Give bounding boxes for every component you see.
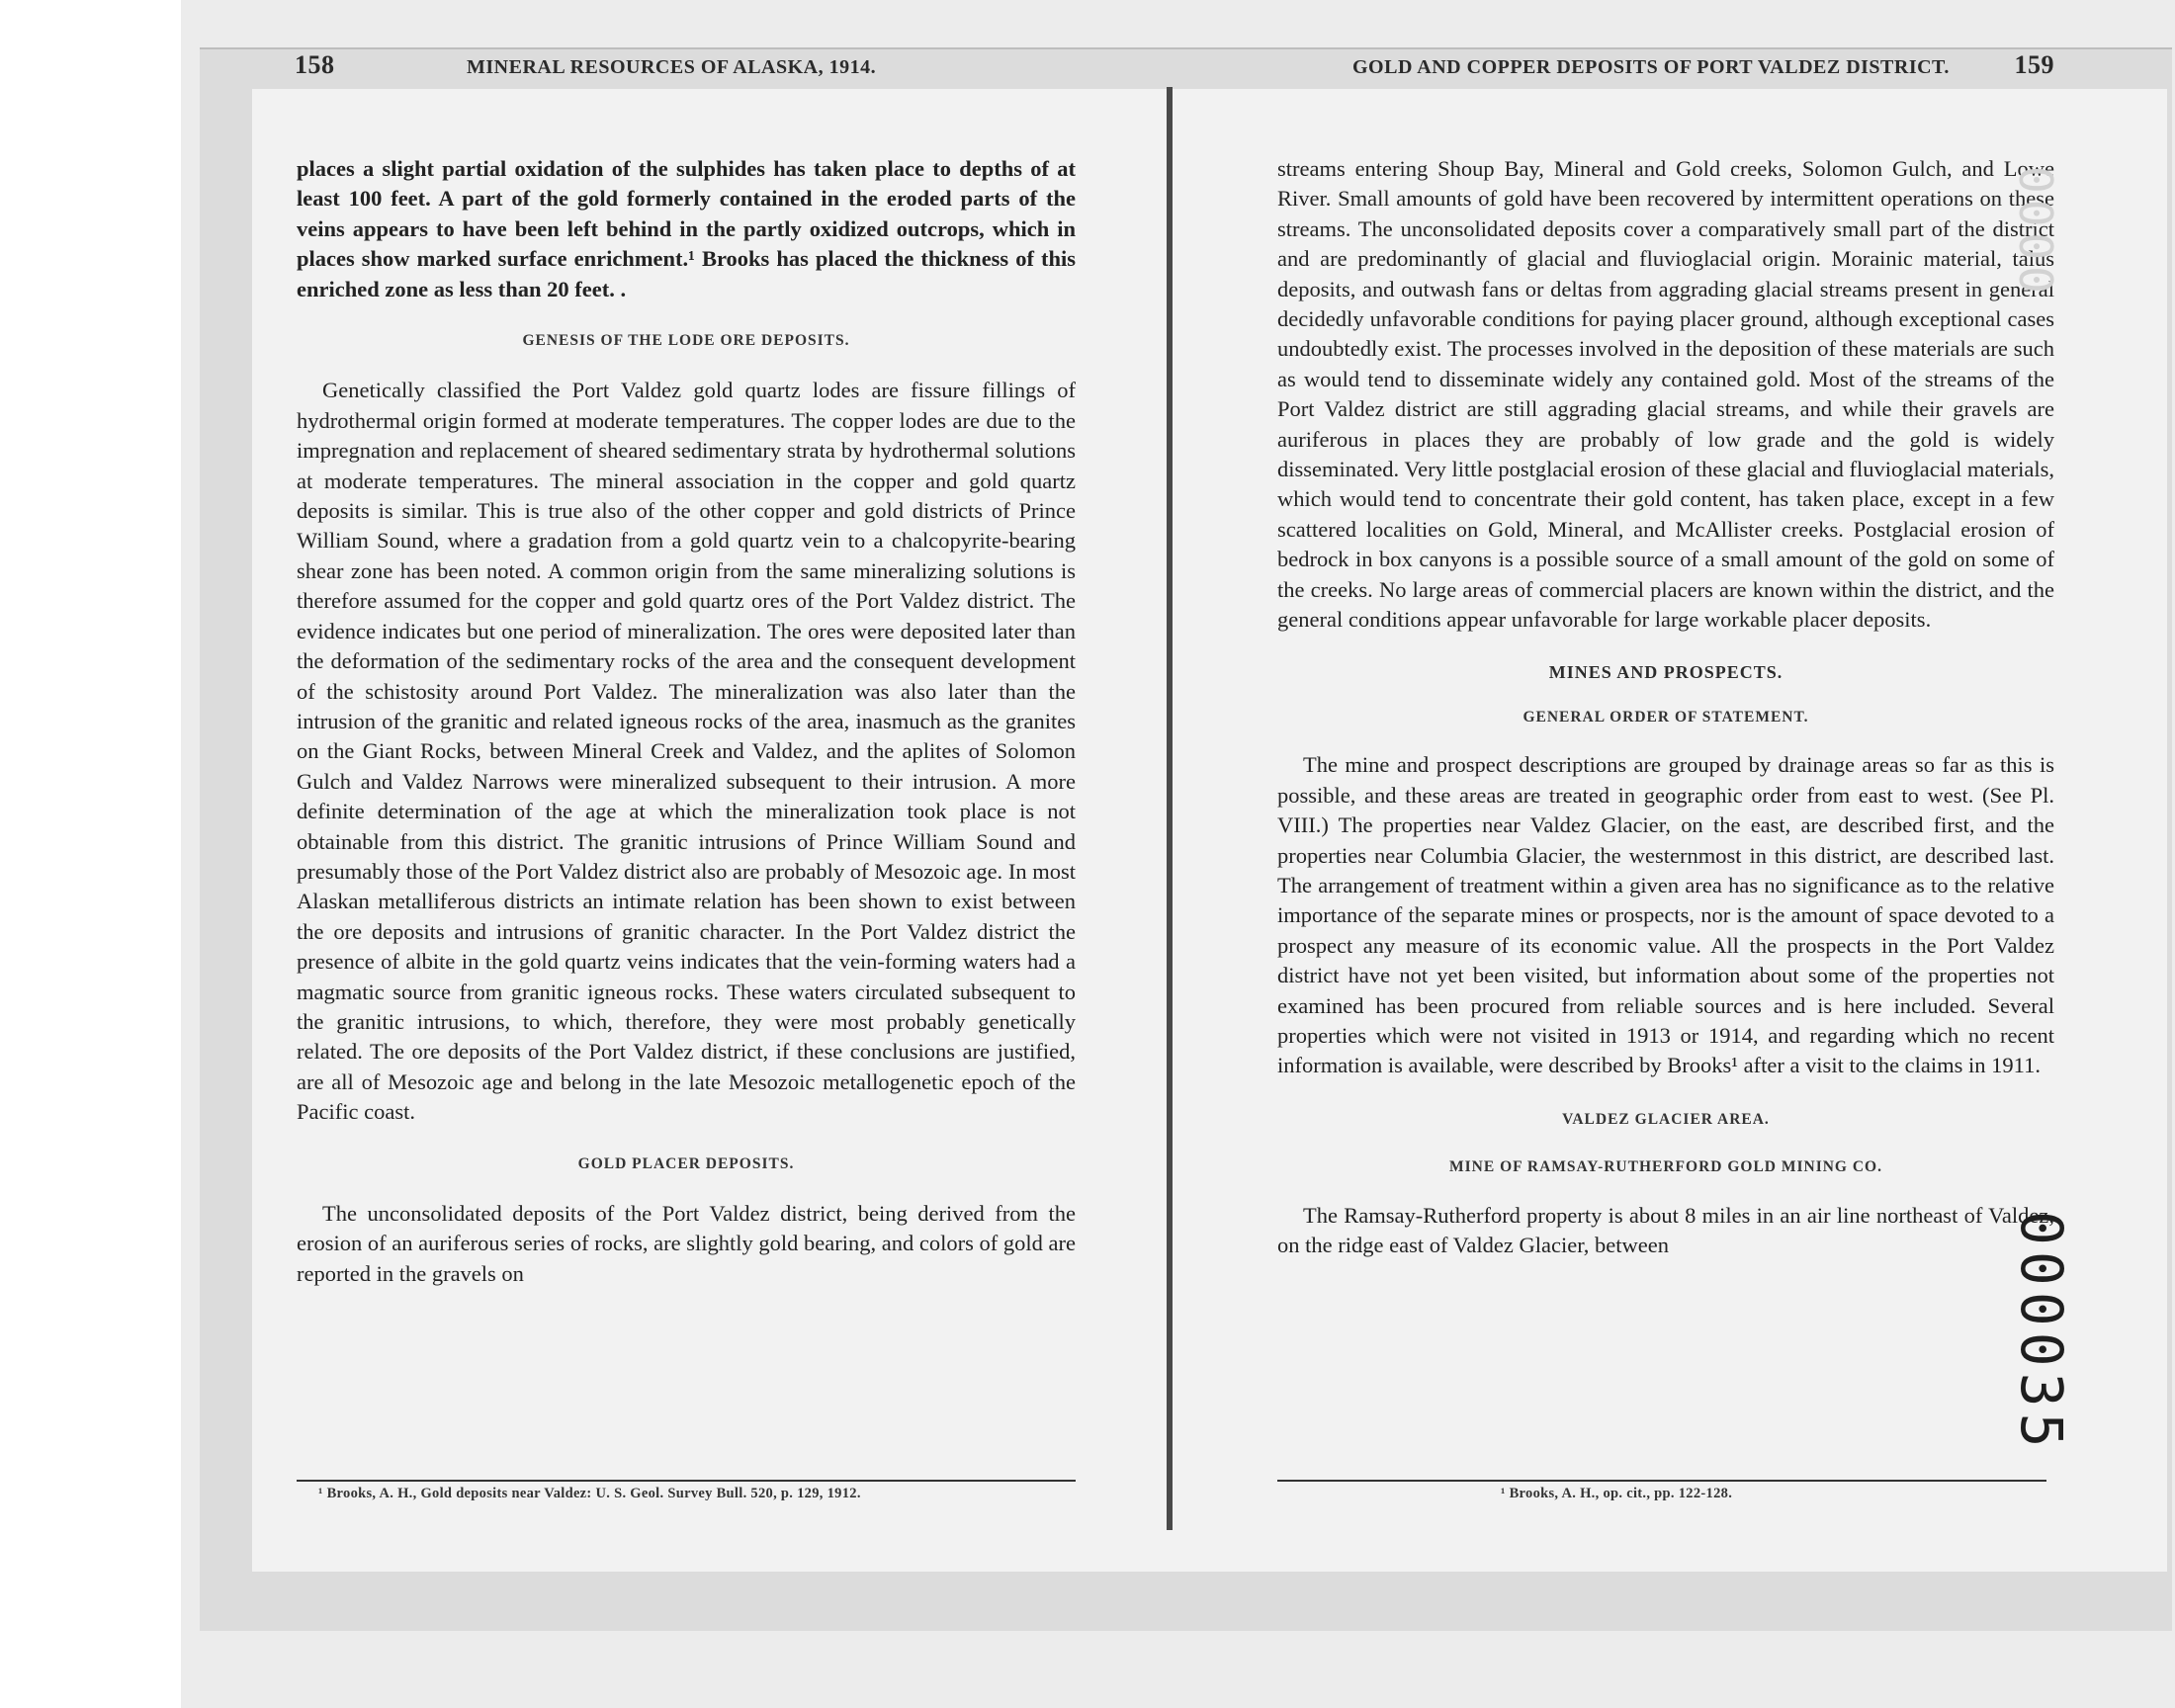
mine-paragraph: The Ramsay-Rutherford property is about 8 miles in an air line northeast of Valdez, on the ridge east of Valdez Glacier, between (1277, 1202, 2054, 1257)
heading-genesis: GENESIS OF THE LODE ORE DEPOSITS. (522, 332, 850, 350)
placer-continued-paragraph: streams entering Shoup Bay, Mineral and Gold creeks, Solomon Gulch, and Lowe River. Small amounts of gold have been recovered by intermittent operations on these streams. The unconsolidated deposits cover a comparatively small part of the district and are predominantly of glacial and fluvioglacial origin. Morainic material, talus deposits, and outwash fans or deltas from aggrading glacial streams present in general decidedly unfavorable conditions for paying placer ground, although exceptional cases undoubtedly exist. The processes involved in the deposition of these materials are such as would tend to disseminate widely any contained gold. Most of the streams of the Port Valdez district are still aggrading glacial streams, and while their gravels are auriferous in places they are probably of low grade and the gold is widely disseminated. Very little postglacial erosion of these glacial and fluvioglacial materials, which would tend to concentrate their gold content, has taken place, except in a few scattered localities on Gold, Mineral, and McAllister creeks. Postglacial erosion of bedrock in box canyons is a possible source of a small amount of the gold on some of the creeks. No large areas of commercial placers are known within the district, and the general conditions appear unfavorable for large workable placer deposits. (1277, 156, 2054, 633)
heading-valdez-glacier-area: VALDEZ GLACIER AREA. (1562, 1110, 1770, 1128)
right-running-head: GOLD AND COPPER DEPOSITS OF PORT VALDEZ DISTRICT. (1352, 56, 1950, 78)
right-page-number: 159 (2014, 50, 2054, 79)
page-gutter (1167, 87, 1173, 1530)
left-page-number: 158 (295, 50, 335, 79)
genesis-paragraph: Genetically classified the Port Valdez gold quartz lodes are fissure fillings of hydrothermal origin formed at moderate temperatures. The copper lodes are due to the impregnation and replacement of sheared sedimentary strata by hydrothermal solutions at moderate temperatures. The mineral association in the copper and gold quartz deposits is similar. This is true also of the other copper and gold districts of Prince William Sound, where a gradation from a gold quartz vein to a chalcopyrite-bearing shear zone has been noted. A common origin from the same mineralizing solutions is therefore assumed for the copper and gold quartz ores of the Port Valdez district. The evidence indicates but one period of mineralization. The ores were deposited later than the deformation of the sedimentary rocks of the area and the consequent development of the schistosity around Port Valdez. The mineralization was also later than the intrusion of the granitic and related igneous rocks of the area, inasmuch as the granites on the Giant Rocks, between Mineral Creek and Valdez, and the aplites of Solomon Gulch and Valdez Narrows were mineralized subsequent to their intrusion. A more definite determination of the age at which the mineralization took place is not obtainable from this district. The granitic intrusions of Prince William Sound and presumably those of the Port Valdez district also are probably of Mesozoic age. In most Alaskan metalliferous districts an intimate relation has been shown to exist between the ore deposits and intrusions of granitic character. In the Port Valdez district the presence of albite in the gold quartz veins indicates that the vein-forming waters had a magmatic source from granitic igneous rocks. These waters circulated subsequent to the granitic intrusions, to which, therefore, they were most probably genetically related. The ore deposits of the Port Valdez district, if these conclusions are justified, are all of Mesozoic age and belong in the late Mesozoic metallogenetic epoch of the Pacific coast. (297, 378, 1076, 1125)
left-running-head: MINERAL RESOURCES OF ALASKA, 1914. (467, 56, 877, 78)
left-footnote: ¹ Brooks, A. H., Gold deposits near Valdez: U. S. Geol. Survey Bull. 520, p. 129, 1912. (318, 1486, 861, 1501)
right-footnote: ¹ Brooks, A. H., op. cit., pp. 122-128. (1501, 1486, 1733, 1501)
placer-paragraph: The unconsolidated deposits of the Port Valdez district, being derived from the erosion of an auriferous series of rocks, are slightly gold bearing, and colors of gold are reported in the gravels on (297, 1201, 1076, 1286)
left-running-header (295, 50, 1066, 90)
order-paragraph: The mine and prospect descriptions are grouped by drainage areas so far as this is possible, and these areas are treated in geographic order from east to west. (See Pl. VIII.) The properties near Valdez Glacier, on the east, are described first, and the properties near Columbia Glacier, the westernmost in this district, are described last. The arrangement of treatment within a given area has no significance as to the relative importance of the separate mines or prospects, nor is the amount of space devoted to a prospect any measure of its economic value. All the prospects in the Port Valdez district have not yet been visited, but information about some of the properties not examined has been procured from reliable sources and is here included. Several properties which were not visited in 1913 or 1914, and regarding which no recent information is available, were described by Brooks¹ after a visit to the claims in 1911. (1277, 752, 2054, 1078)
heading-mines: MINES AND PROSPECTS. (1548, 661, 1784, 682)
right-column (1277, 154, 2054, 1260)
heading-ramsay-rutherford: MINE OF RAMSAY-RUTHERFORD GOLD MINING CO. (1449, 1158, 1882, 1176)
left-column (297, 154, 1076, 1289)
right-footnote-rule (1277, 1480, 2046, 1482)
left-footnote-rule (297, 1480, 1076, 1482)
faint-bleedthrough-stamp: 0000 (2009, 166, 2062, 299)
heading-placer: GOLD PLACER DEPOSITS. (577, 1154, 795, 1172)
archive-stamp-number: 000035 (2008, 1211, 2075, 1454)
heading-general-order: GENERAL ORDER OF STATEMENT. (1522, 708, 1809, 726)
right-running-header (1277, 50, 2054, 90)
intro-paragraph: places a slight partial oxidation of the sulphides has taken place to depths of at least 100 feet. A part of the gold formerly contained in the eroded parts of the veins appears to have been left behind in the partly oxidized outcrops, which in places show marked surface enrichment.¹ Brooks has placed the thickness of this enriched zone as less than 20 feet. . (297, 156, 1076, 301)
